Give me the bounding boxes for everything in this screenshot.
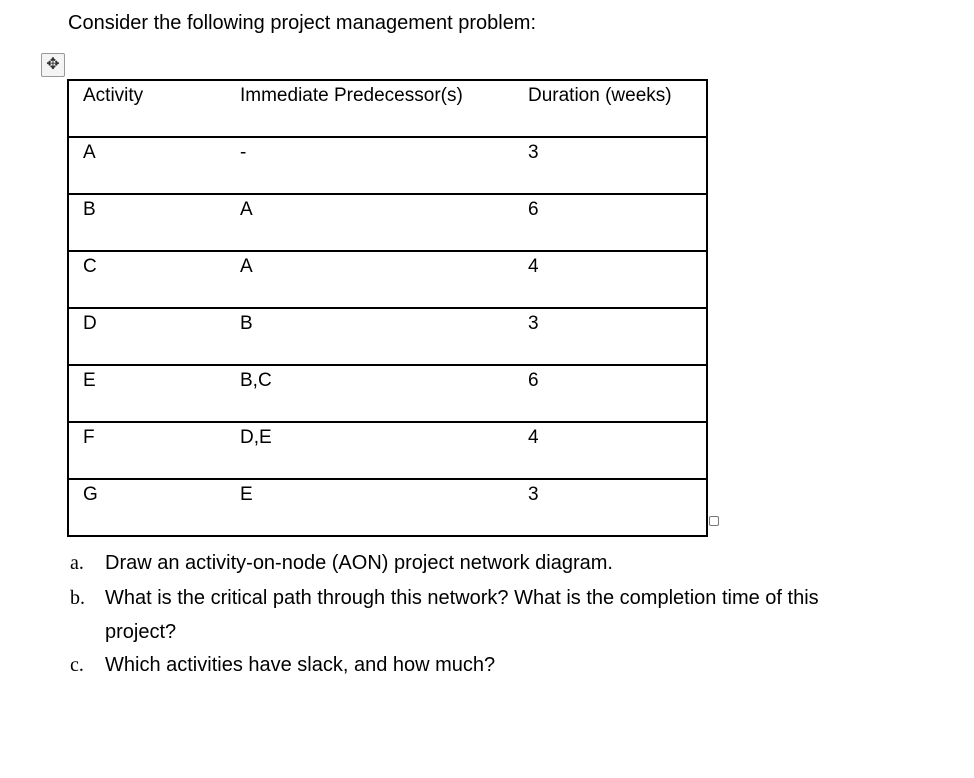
table-row: [68, 308, 707, 365]
question-text: Which activities have slack, and how much?: [105, 654, 496, 676]
cell-predecessors: B: [226, 308, 514, 365]
question-text: What is the critical path through this network? What is the completion time of this: [105, 587, 819, 609]
cell-activity: B: [68, 194, 226, 251]
table-row: [68, 422, 707, 479]
cell-duration: 6: [514, 365, 707, 422]
header-activity: Activity: [68, 80, 226, 137]
table-row: [68, 251, 707, 308]
problem-intro: Consider the following project management problem:: [68, 12, 537, 34]
table-row: [68, 479, 707, 536]
cell-predecessors: E: [226, 479, 514, 536]
header-duration: Duration (weeks): [514, 80, 707, 137]
cell-predecessors: A: [226, 194, 514, 251]
cell-duration: 4: [514, 251, 707, 308]
cell-activity: A: [68, 137, 226, 194]
cell-duration: 3: [514, 479, 707, 536]
cell-predecessors: D,E: [226, 422, 514, 479]
cell-activity: G: [68, 479, 226, 536]
question-text: Draw an activity-on-node (AON) project network diagram.: [105, 552, 613, 574]
question-letter: a.: [70, 552, 84, 574]
cell-duration: 3: [514, 137, 707, 194]
table-row: [68, 137, 707, 194]
cell-activity: D: [68, 308, 226, 365]
question-letter: c.: [70, 654, 84, 676]
activity-table: [67, 79, 708, 537]
cell-activity: E: [68, 365, 226, 422]
table-header-row: [68, 80, 707, 137]
cell-predecessors: -: [226, 137, 514, 194]
cell-predecessors: B,C: [226, 365, 514, 422]
header-predecessors: Immediate Predecessor(s): [226, 80, 514, 137]
question-letter: b.: [70, 587, 85, 609]
table-row: [68, 365, 707, 422]
cell-duration: 4: [514, 422, 707, 479]
table-move-handle-icon[interactable]: ✥: [41, 53, 65, 77]
cell-predecessors: A: [226, 251, 514, 308]
cell-activity: C: [68, 251, 226, 308]
table-row: [68, 194, 707, 251]
question-text-continued: project?: [105, 621, 177, 643]
cell-activity: F: [68, 422, 226, 479]
table-resize-handle[interactable]: [709, 516, 719, 526]
cell-duration: 3: [514, 308, 707, 365]
cell-duration: 6: [514, 194, 707, 251]
